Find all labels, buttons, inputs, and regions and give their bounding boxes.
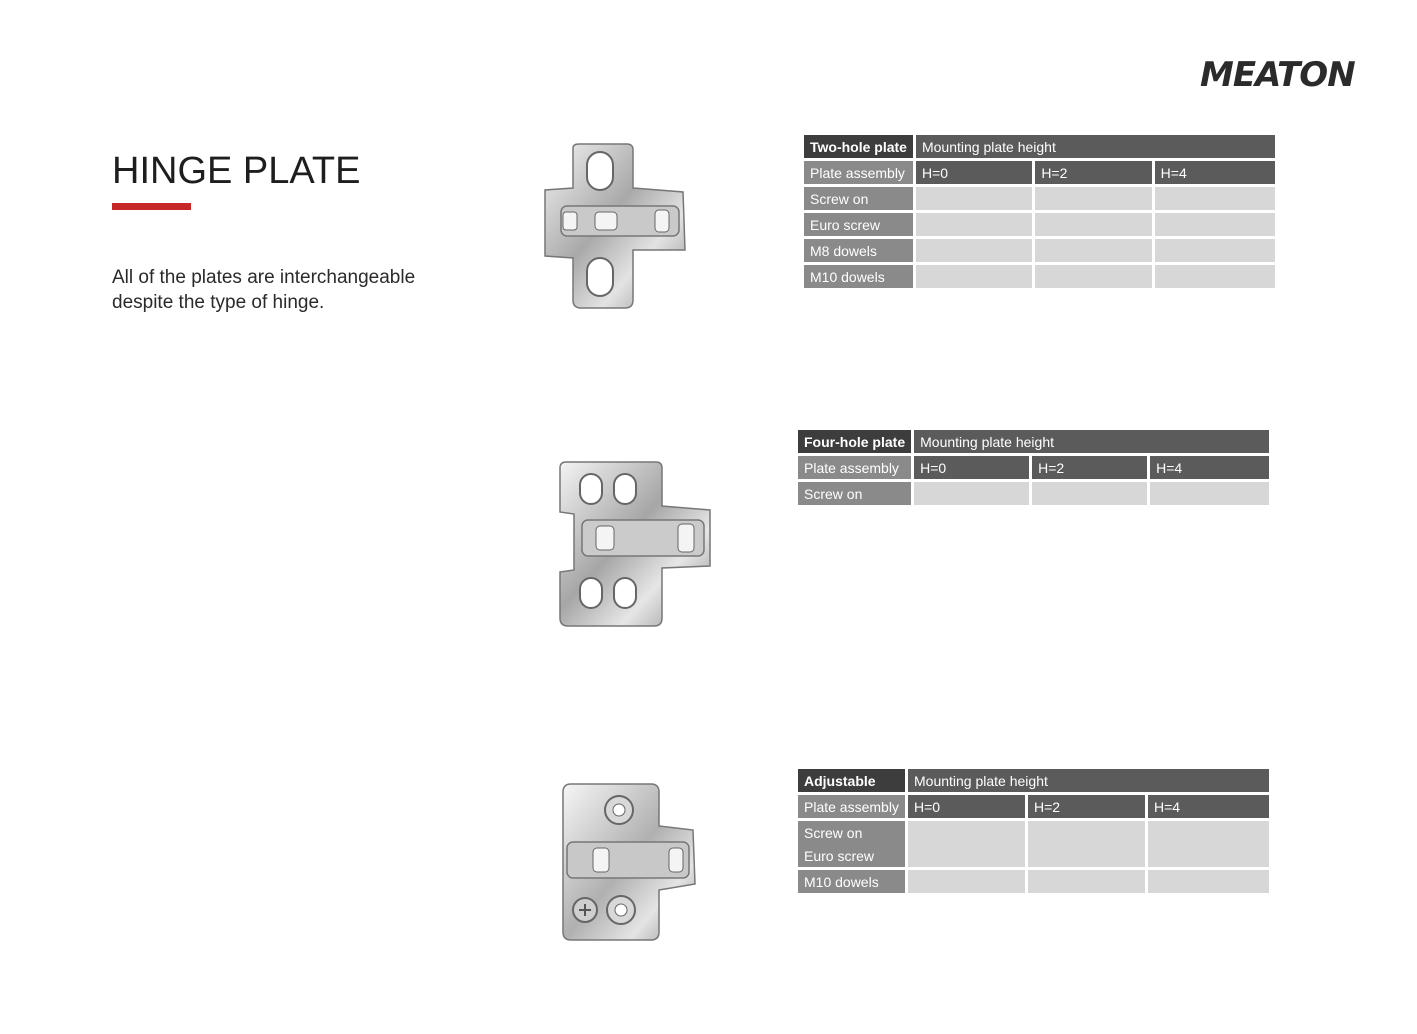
table-cell <box>1035 239 1154 265</box>
page-title: HINGE PLATE <box>112 150 361 192</box>
table-header: Mounting plate height <box>908 769 1269 795</box>
table-cell <box>1155 265 1275 288</box>
table-cell <box>1148 870 1269 893</box>
column-header: H=4 <box>1148 795 1269 821</box>
table-cell <box>1155 239 1275 265</box>
two-hole-plate-table <box>804 135 1275 288</box>
column-header: H=2 <box>1028 795 1148 821</box>
adjustable-plate-table <box>798 769 1269 893</box>
table-corner: Adjustable <box>798 769 908 795</box>
row-header: Plate assembly <box>804 161 916 187</box>
table-cell <box>908 821 1028 870</box>
column-header: H=4 <box>1155 161 1275 187</box>
intro-text <box>112 265 472 315</box>
table-cell <box>916 187 1035 213</box>
table-cell <box>1035 265 1154 288</box>
four-hole-plate-table <box>798 430 1269 505</box>
table-cell <box>914 482 1032 505</box>
table-cell <box>908 870 1028 893</box>
row-label: Euro screw <box>804 213 916 239</box>
row-label: Screw on <box>804 187 916 213</box>
table-header: Mounting plate height <box>914 430 1269 456</box>
adjustable-plate-image <box>555 780 705 945</box>
table-cell <box>916 213 1035 239</box>
two-hole-plate-image <box>535 140 695 320</box>
column-header: H=0 <box>916 161 1035 187</box>
table-cell <box>1150 482 1269 505</box>
intro-line-2: despite the type of hinge. <box>112 292 325 313</box>
column-header: H=0 <box>914 456 1032 482</box>
row-label: M10 dowels <box>804 265 916 288</box>
title-underline <box>112 203 191 210</box>
table-cell <box>1035 187 1154 213</box>
brand-logo <box>1200 55 1355 95</box>
column-header: H=0 <box>908 795 1028 821</box>
table-cell <box>1148 821 1269 870</box>
row-header: Plate assembly <box>798 456 914 482</box>
column-header: H=4 <box>1150 456 1269 482</box>
column-header: H=2 <box>1032 456 1150 482</box>
table-corner: Two-hole plate <box>804 135 916 161</box>
table-cell <box>1032 482 1150 505</box>
table-cell <box>916 239 1035 265</box>
four-hole-plate-image <box>552 458 717 633</box>
column-header: H=2 <box>1035 161 1154 187</box>
brand-logo-text: MEATON <box>1200 55 1355 95</box>
row-label: Euro screw <box>798 844 908 870</box>
row-header: Plate assembly <box>798 795 908 821</box>
table-cell <box>916 265 1035 288</box>
intro-line-1: All of the plates are interchangeable <box>112 267 416 288</box>
table-cell <box>1028 870 1148 893</box>
row-label: Screw on <box>798 482 914 505</box>
table-cell <box>1035 213 1154 239</box>
table-cell <box>1155 187 1275 213</box>
row-label: Screw on <box>798 821 908 844</box>
table-corner: Four-hole plate <box>798 430 914 456</box>
row-label: M10 dowels <box>798 870 908 893</box>
table-header: Mounting plate height <box>916 135 1275 161</box>
table-cell <box>1028 821 1148 870</box>
row-label: M8 dowels <box>804 239 916 265</box>
table-cell <box>1155 213 1275 239</box>
